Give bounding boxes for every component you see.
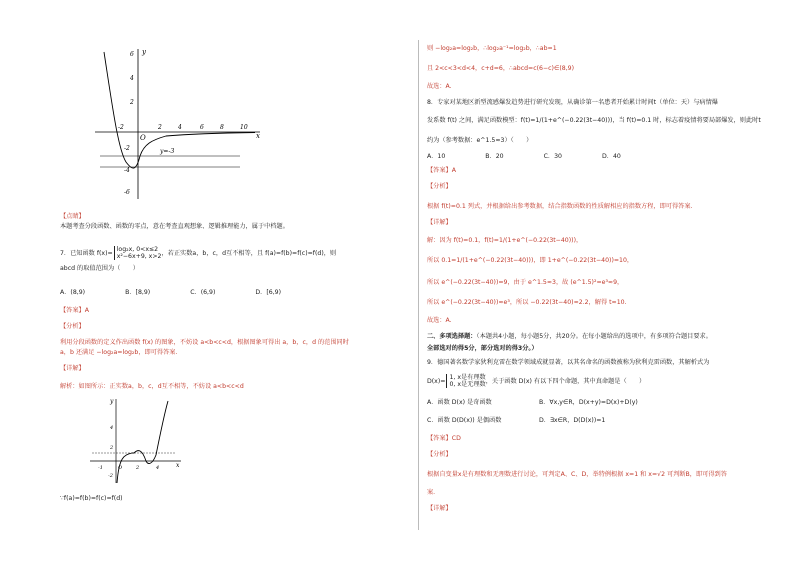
q7-stem: 7．已知函数 f(x)= log₂x, 0<x≤2 x²−6x+9, x>2 ，若正实数a，b，c，d互不相等，且 f(a)=f(b)=f(c)=f(d)，则 xyxy=(60,246,337,260)
graph1-tick-yneg2: -2 xyxy=(124,145,130,152)
graph1-origin: O xyxy=(140,134,146,142)
q7-tag-analysis: 【分析】 xyxy=(60,323,85,330)
graph2-tick-2: 2 xyxy=(136,465,140,471)
graph1-tick-6: 6 xyxy=(200,124,204,131)
q9-analysis-2: 案. xyxy=(427,489,436,496)
q7-continue-1: 则 −log₂a=log₂b，∴log₂a⁻¹=log₂b，∴ab=1 xyxy=(427,45,557,52)
graph1-tick-yneg4: -4 xyxy=(124,167,130,174)
section-2-header xyxy=(427,332,712,341)
q8-stem-2: 发系数 f(t) 之间，满足函数模型：f(t)=1/(1+e^(−0.22(3t−40)))，当 f(t)=0.1 时，标志着疫情将要局部爆发，则此时t xyxy=(427,117,761,124)
q8-tag-detail: 【详解】 xyxy=(427,219,452,226)
q9-option-b: B．∀x,y∈R，D(x+y)=D(x)+D(y) xyxy=(539,399,638,406)
graph-q7-solution xyxy=(86,395,186,487)
q9-tag-detail: 【详解】 xyxy=(427,505,452,512)
q7-analysis-2: a，b 还满足 −log₂a=log₂b，即可得答案. xyxy=(60,349,178,356)
graph1-tick-8: 8 xyxy=(220,124,224,131)
q7-piece-1: log₂x, 0<x≤2 xyxy=(116,246,159,253)
q8-option-d: D．40 xyxy=(602,153,621,160)
q7-option-a: A．(8,9) xyxy=(60,289,86,296)
q9-piece-2: 0, x是无理数 xyxy=(449,381,486,388)
q7-options xyxy=(60,288,321,297)
q9-option-a: A．函数 D(x) 是奇函数 xyxy=(427,399,492,406)
q8-analysis: 根据 f(t)=0.1 列式，并根据给出参考数据，结合指数函数的性质解相应的指数方程，即可得答案. xyxy=(427,203,693,210)
graph2-tick-neg1: -1 xyxy=(98,465,103,471)
q8-detail-1: 解：因为 f(t)=0.1，f(t)=1/(1+e^(−0.22(3t−40)))， xyxy=(427,237,583,244)
tag-comment: 【点睛】 xyxy=(60,213,85,220)
graph1-tick-2: 2 xyxy=(158,124,162,131)
q7-stem-continued: abcd 的取值范围为（ ） xyxy=(60,265,139,272)
q8-answer: 【答案】A xyxy=(427,167,456,174)
q9-option-c: C．函数 D(D(x)) 是偶函数 xyxy=(427,417,502,424)
graph1-tick-yneg6: -6 xyxy=(124,189,130,196)
q7-choose: 故选：A. xyxy=(427,83,452,90)
graph2-tick-y2: 2 xyxy=(110,445,114,451)
q8-options xyxy=(427,152,661,161)
q8-stem-3: 约为（参考数据：e^1.5≈3）（ ） xyxy=(427,137,533,144)
q7-analysis-1: 利用分段函数的定义作出函数 f(x) 的图象，不妨设 a<b<c<d，根据图象可得出 a，b，c，d 的范围同时 xyxy=(60,339,349,346)
q7-tag-detail: 【详解】 xyxy=(60,365,85,372)
graph1-tick-y4: 4 xyxy=(130,75,134,82)
q7-option-d: D．[6,9) xyxy=(255,289,282,296)
graph1-x-label: x xyxy=(256,132,260,140)
q9-answer: 【答案】CD xyxy=(427,435,461,442)
graph2-origin: O xyxy=(118,465,123,471)
q7-piece-2: x²−6x+9, x>2 xyxy=(116,253,162,260)
graph2-x-label: x xyxy=(176,462,180,469)
q8-detail-3: 所以 e^(−0.22(3t−40))=9，由于 e^1.5≈3，故 (e^1.5)²=e³≈9， xyxy=(427,279,624,286)
q8-option-b: B．20 xyxy=(485,153,504,160)
graph2-y-label: y xyxy=(110,398,114,405)
q9-tag-analysis: 【分析】 xyxy=(427,451,452,458)
q8-stem-1: 8．专家对某地区新型流感爆发趋势进行研究发现，从确诊第一名患者开始累计时间t（单位：天）与病情爆 xyxy=(427,99,718,106)
graph1-tick-4: 4 xyxy=(178,124,182,131)
graph1-tick-y2: 2 xyxy=(130,99,134,106)
section-2-instruction-1: （本题共4小题，每小题5分，共20分。在每小题给出的选项中，有多项符合题目要求。 xyxy=(476,333,712,340)
q7-continue-2: 且 2<c<3<d<4，c+d=6，∴abcd=c(6−c)∈(8,9) xyxy=(427,65,575,72)
graph2-tick-yneg2: -2 xyxy=(108,473,113,479)
q9-option-d: D．∃x∈R，D(D(x))=1 xyxy=(539,417,606,424)
graph2-tick-4: 4 xyxy=(156,465,160,471)
section-2-title: 二、多项选择题： xyxy=(427,333,477,340)
q8-option-a: A．10 xyxy=(427,153,446,160)
graph2-tick-y4: 4 xyxy=(110,425,114,431)
graph-piecewise-function xyxy=(90,44,270,204)
q7-equation: ∵f(a)=f(b)=f(c)=f(d) xyxy=(60,495,123,502)
graph1-asymptote-label: y=-3 xyxy=(160,148,175,155)
q9-stem-2: D(x)= 1, x是有理数 0, x是无理数 ，关于函数 D(x) 有以下四个命题，其中真命题是（ ） xyxy=(427,374,646,388)
q7-detail: 解析：如图所示：正实数a，b，c，d互不相等，不妨设 a<b<c<d xyxy=(60,383,244,390)
column-divider xyxy=(418,40,419,530)
q7-option-c: C．(6,9) xyxy=(190,289,216,296)
section-2-instruction-2: 全部选对的得5分，部分选对的得3分。） xyxy=(427,345,538,352)
graph1-tick-neg2: -2 xyxy=(118,124,124,131)
comment-text: 本题考查分段函数、函数的零点，意在考查直观想象、逻辑推理能力，属于中档题。 xyxy=(60,223,289,230)
q8-tag-analysis: 【分析】 xyxy=(427,183,452,190)
q7-answer: 【答案】A xyxy=(60,307,89,314)
graph1-y-label: y xyxy=(142,48,146,56)
q9-stem-1: 9．德国著名数学家狄利克雷在数学领域成就显著，以其名命名的函数被称为狄利克雷函数，其解析式为 xyxy=(427,359,710,366)
q7-option-b: B．[8,9) xyxy=(125,289,151,296)
q9-piece-1: 1, x是有理数 xyxy=(449,374,486,381)
q8-detail-5: 故选：A. xyxy=(427,317,452,324)
graph1-tick-y6: 6 xyxy=(130,51,134,58)
graph1-tick-10: 10 xyxy=(240,124,248,131)
q8-option-c: C．30 xyxy=(543,153,562,160)
q9-analysis-1: 根据自变量x是有理数和无理数进行讨论，可判定A、C、D，举特例根据 x=1 和 x=√2 可判断B，即可得到答 xyxy=(427,471,727,478)
q8-detail-4: 所以 e^(−0.22(3t−40))≈e³，所以 −0.22(3t−40)≈2.2，解得 t≈10. xyxy=(427,299,627,306)
q8-detail-2: 所以 0.1=1/(1+e^(−0.22(3t−40)))，即 1+e^(−0.22(3t−40))=10， xyxy=(427,257,634,264)
